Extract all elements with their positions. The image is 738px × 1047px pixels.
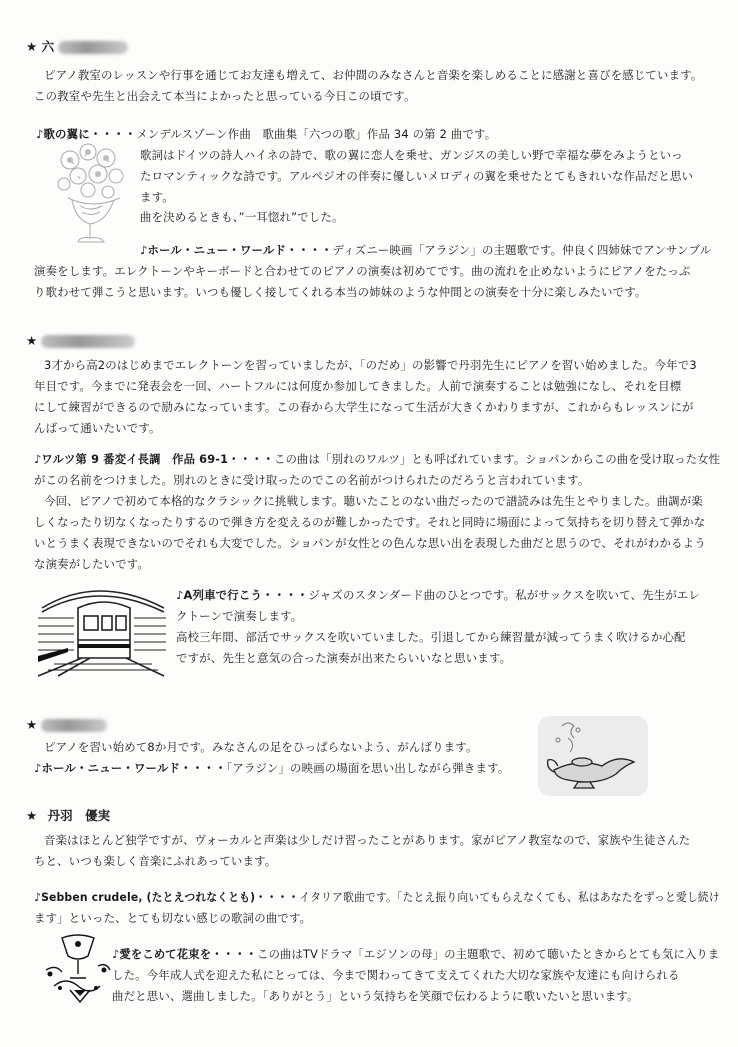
section1-heading	[26, 37, 128, 57]
section1-name-redaction	[58, 41, 128, 54]
section1-name: 六	[41, 39, 55, 54]
section3-song-body: 「アラジン」の映画の場面を思い出しながら弾きます。	[226, 761, 510, 775]
flower-vase-illustration	[50, 140, 136, 250]
section1-song1-body-line3: ます。	[140, 190, 174, 204]
section2-song2-line	[176, 585, 700, 605]
section1-body-line2: この教室や先生と出会えて本当によかったと思っている今日この頃です。	[34, 89, 416, 103]
section3-star: ★	[26, 717, 38, 732]
section4-star: ★	[26, 808, 38, 823]
section2-song1-body-line5: な演奏がしたいです。	[34, 557, 149, 571]
section4-song2-intro: この曲はTVドラマ「エジソンの母」の主題歌で、初めて聴いたときからとても気に入りま	[257, 947, 720, 961]
section4-song1-title: ♪Sebben crudele, (たとえつれなくとも)・・・・	[34, 890, 300, 904]
section2-body-line4: んばって通いたいです。	[34, 421, 161, 435]
section2-star: ★	[26, 333, 38, 348]
magic-lamp-illustration	[538, 716, 648, 796]
section1-song2-title: ♪ホール・ニュー・ワールド・・・・	[140, 243, 333, 257]
section2-song2-title: ♪A列車で行こう・・・・	[176, 588, 309, 602]
section2-song2-body-line1: クトーンで演奏します。	[176, 609, 303, 623]
section1-song1-body-line2: たロマンティックな詩です。アルペジオの伴奏に優しいメロディの翼を乗せたとてもきれいな作品だと思い	[140, 169, 694, 183]
section4-song1-intro: イタリア歌曲です。「たとえ振り向いてもらえなくても、私はあなたをずっと愛し続け	[299, 890, 720, 904]
section4-song1-line	[34, 887, 720, 907]
section2-song1-body-line4: いとうまく表現できないのでそれも大変でした。ショパンが女性との色んな思い出を表現した曲だと思うので、それがわかるよう	[34, 536, 706, 550]
section4-song2-body-line2: 曲だと思い、選曲しました。「ありがとう」という気持ちを笑顔で伝わるように歌いたいと思います。	[112, 989, 639, 1003]
section2-song1-body-line1: がこの名前をつけました。別れのときに受け取ったのでこの名前がつけられたのだろうと言われています。	[34, 473, 590, 487]
section2-song1-body-line3: しくなったり切なくなったりするので弾き方を変えるのが難しかったです。それと同時に場面によって気持ちを切り替えて弾かな	[34, 515, 706, 529]
section2-song1-intro: この曲は「別れのワルツ」とも呼ばれています。ショパンからこの曲を受け取った女性	[274, 452, 721, 466]
section4-song1-body: ます」といった、とても切ない感じの歌詞の曲です。	[34, 911, 312, 925]
section1-body-line1: ピアノ教室のレッスンや行事を通じてお友達も増えて、お仲間のみなさんと音楽を楽しめることに感謝と喜びを感じています。	[44, 68, 703, 82]
section1-song2-body-line1: 演奏をします。エレクトーンやキーボードと合わせてのピアノの演奏は初めてです。曲の流れを止めないようにピアノをたっぷ	[34, 264, 691, 278]
section4-body-line1: 音楽はほとんど独学ですが、ヴォーカルと声楽は少しだけ習ったことがあります。家がピアノ教室なので、家族や生徒さんた	[44, 833, 691, 847]
section2-body-line1: 3才から高2のはじめまでエレクトーンを習っていましたが、「のだめ」の影響で丹羽先生にピアノを習い始めました。今年で3	[44, 358, 697, 372]
train-station-illustration	[38, 578, 168, 678]
section4-song2-line	[112, 944, 719, 964]
section1-song1-title: ♪歌の翼に・・・・	[36, 127, 137, 141]
section4-name: 丹羽 優実	[47, 808, 111, 823]
section3-body: ピアノを習い始めて8か月です。みなさんの足をひっぱらないよう、がんばります。	[44, 740, 478, 754]
section2-name-redaction	[41, 335, 135, 348]
section2-song1-line	[34, 449, 720, 469]
section4-song2-title: ♪愛をこめて花束を・・・・	[112, 947, 258, 961]
section1-song2-line	[140, 240, 711, 260]
section2-song2-intro: ジャズのスタンダード曲のひとつです。私がサックスを吹いて、先生がエレ	[308, 588, 701, 602]
section4-heading	[26, 806, 110, 826]
bouquet-illustration	[40, 930, 116, 1004]
section2-song1-body-line2: 今回、ピアノで初めて本格的なクラシックに挑戦します。聴いたことのない曲だったので譜読みは先生とやりました。曲調が楽	[44, 494, 703, 508]
section1-song1-intro: メンデルスゾーン作曲 歌曲集「六つの歌」作品 34 の第 2 曲です。	[136, 127, 497, 141]
section3-name-redaction	[41, 719, 107, 732]
section3-heading	[26, 715, 107, 735]
section3-song-title: ♪ホール・ニュー・ワールド・・・・	[34, 761, 227, 775]
section2-song2-body-line2: 高校三年間、部活でサックスを吹いていました。引退してから練習量が減ってうまく吹けるか心配	[176, 630, 686, 644]
section2-body-line3: にして練習ができるので励みになっています。この春から大学生になって生活が大きくかわりますが、これからもレッスンにが	[34, 400, 694, 414]
section2-song2-body-line3: ですが、先生と意気の合った演奏が出来たらいいなと思います。	[176, 651, 512, 665]
section1-song2-body-line2: り歌わせて弾こうと思います。いつも優しく接してくれる本当の姉妹のような仲間との演奏を十分に楽しみたいです。	[34, 285, 647, 299]
section4-song2-body-line1: した。今年成人式を迎えた私にとっては、今まで関わってきて支えてくれた大切な家族や友達にも向けられる	[112, 968, 680, 982]
section1-song1-body-line4: 曲を決めるときも、”一耳惚れ”でした。	[140, 210, 344, 224]
section2-song1-title: ♪ワルツ第 9 番変イ長調 作品 69-1・・・・	[34, 452, 275, 466]
section3-song-line	[34, 758, 509, 778]
section1-song2-intro: ディズニー映画「アラジン」の主題歌です。仲良く四姉妹でアンサンブル	[332, 243, 712, 257]
section2-heading	[26, 331, 135, 351]
section4-body-line2: ちと、いつも楽しく音楽にふれあっています。	[34, 854, 277, 868]
section1-song1-body-line1: 歌詞はドイツの詩人ハイネの詩で、歌の翼に恋人を乗せ、ガンジスの美しい野で幸福な夢をみようといっ	[140, 148, 683, 162]
section2-body-line2: 年目です。今までに発表会を一回、ハートフルには何度か参加してきました。人前で演奏することは勉強になし、それを目標	[34, 379, 682, 393]
section1-star: ★	[26, 39, 38, 54]
